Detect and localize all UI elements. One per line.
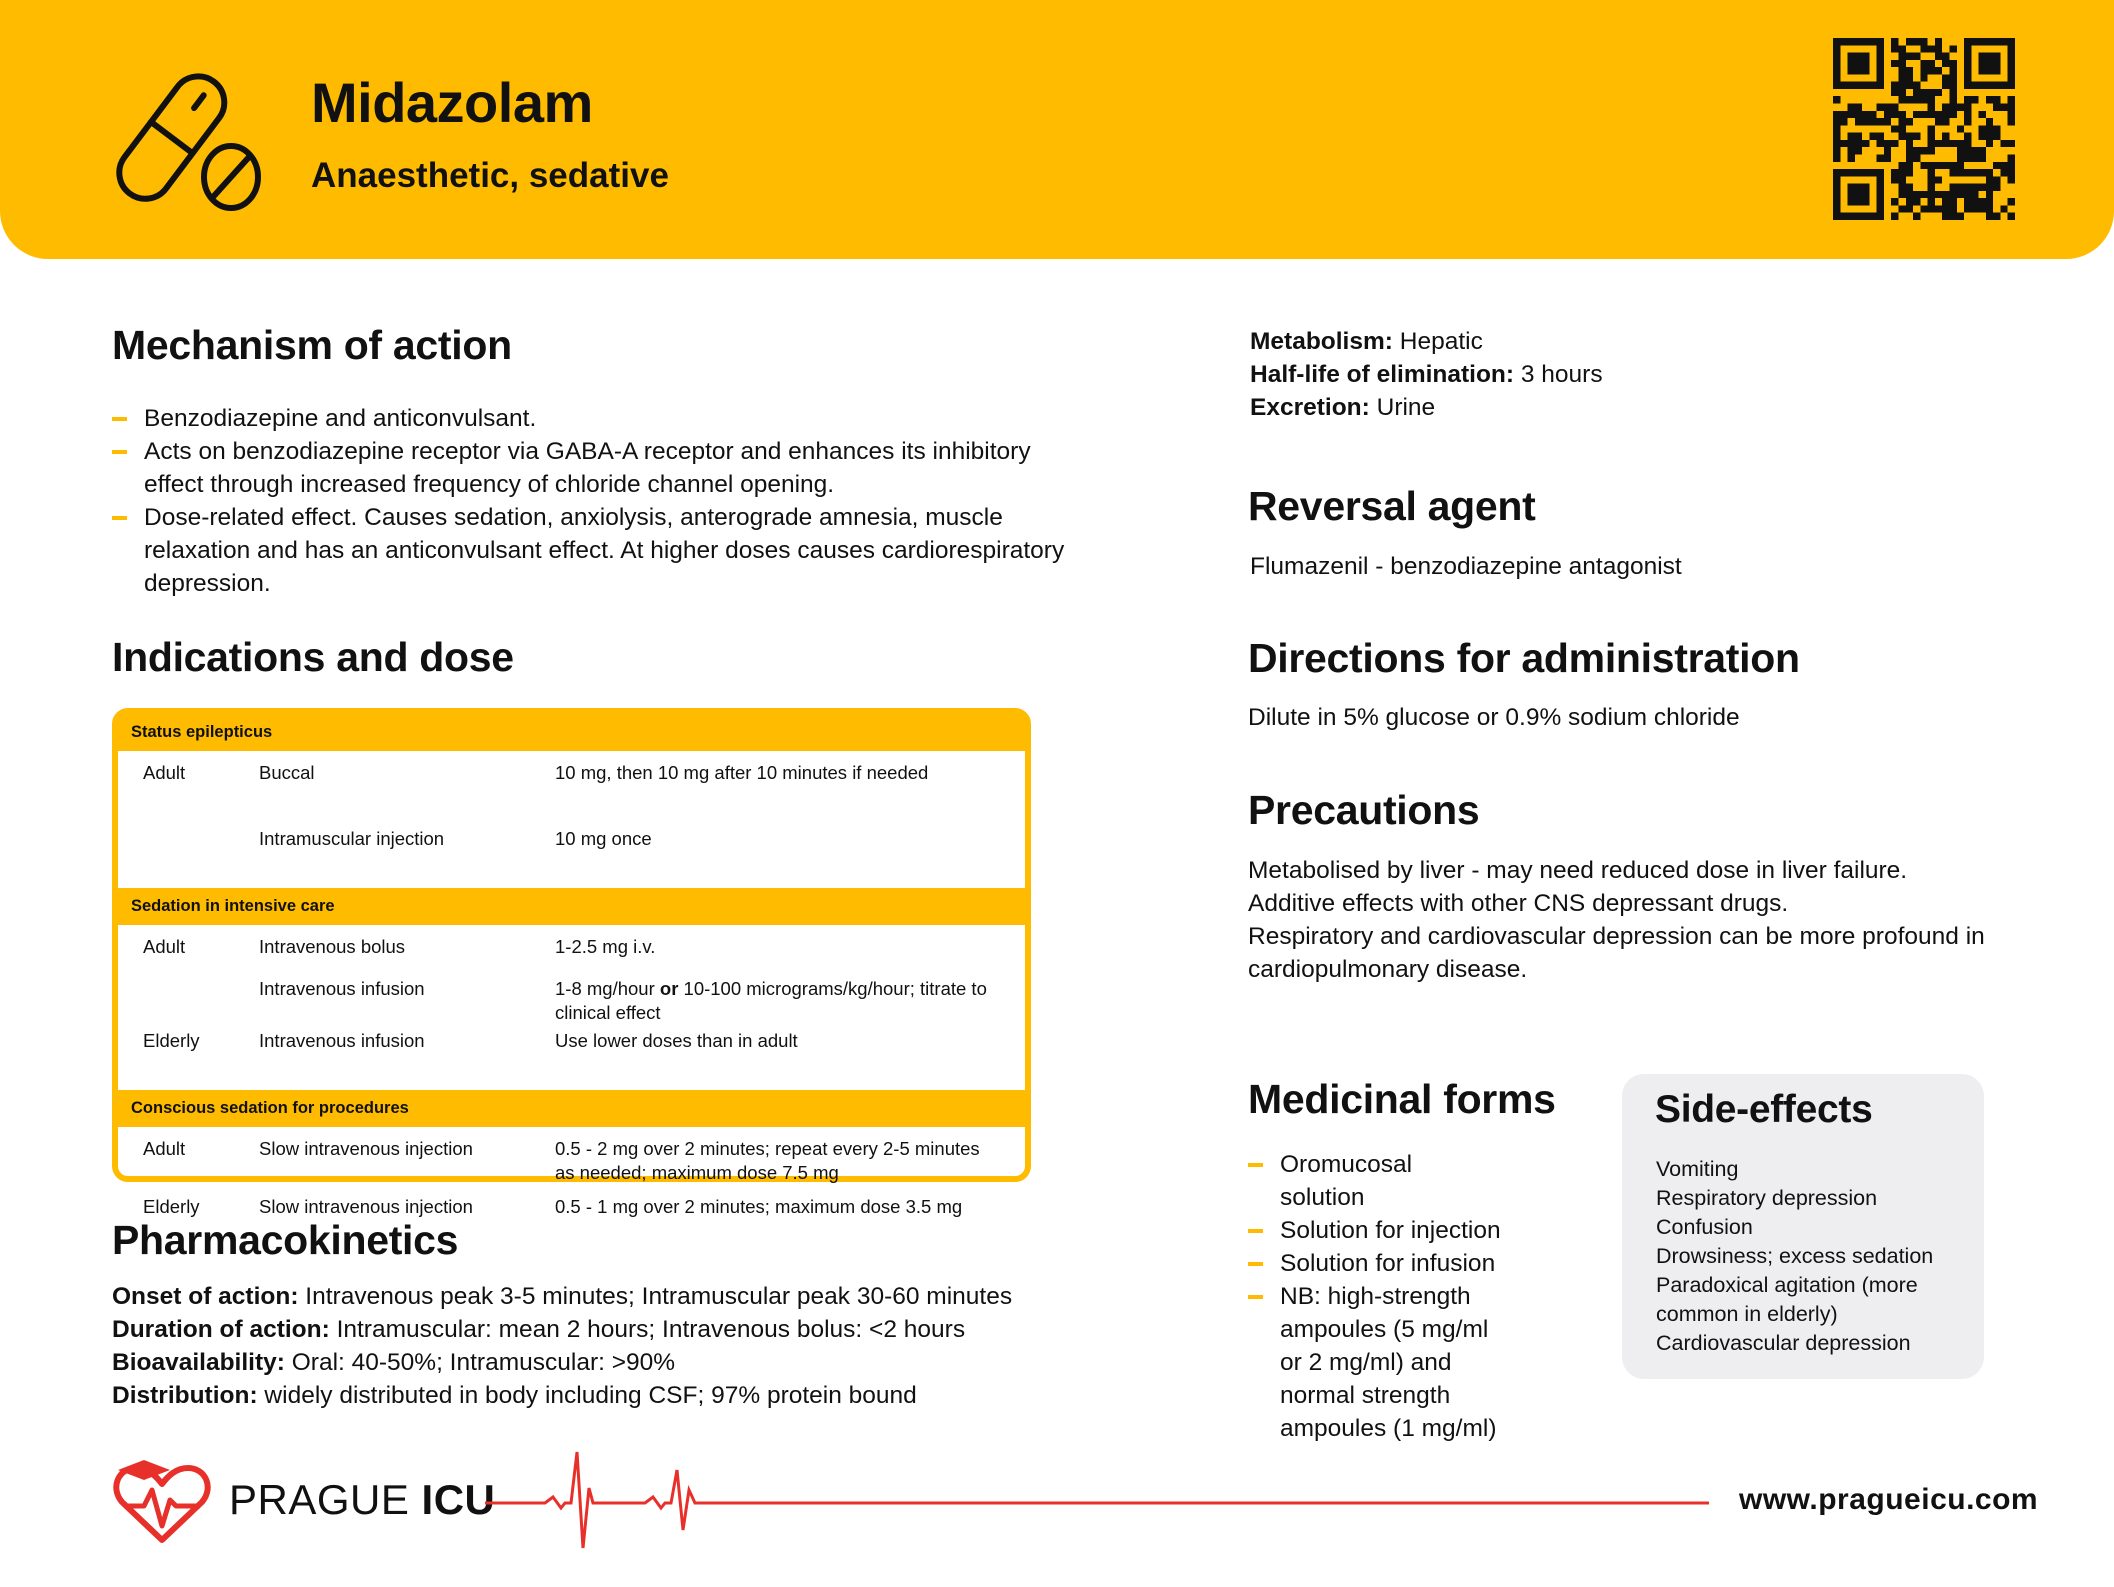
patient-group: Adult — [143, 762, 186, 783]
dose: 1-8 mg/hour or 10-100 micrograms/kg/hour; titrate to clinical effect — [555, 978, 987, 1023]
list-item: Paradoxical agitation (more common in elderly) — [1656, 1273, 1918, 1326]
dose: 0.5 - 1 mg over 2 minutes; maximum dose 3.5 mg — [555, 1196, 963, 1217]
route: Intravenous infusion — [259, 1030, 425, 1051]
route: Slow intravenous injection — [259, 1196, 473, 1217]
list-item: NB: high-strength ampoules (5 mg/ml or 2 mg/ml) and normal strength ampoules (1 mg/ml) — [1248, 1280, 1503, 1445]
pk-bioavailability: Bioavailability: Oral: 40-50%; Intramuscular: >90% — [112, 1349, 676, 1376]
table-section-header: Sedation in intensive care — [118, 888, 1025, 925]
pharmacokinetics-heading: Pharmacokinetics — [112, 1217, 459, 1263]
metabolism-info — [1250, 325, 2050, 424]
directions-heading: Directions for administration — [1248, 635, 1800, 681]
drug-title: Midazolam — [311, 71, 593, 134]
side-effects-heading: Side-effects — [1655, 1088, 1873, 1131]
reversal-heading: Reversal agent — [1248, 483, 1536, 529]
precautions-text — [1248, 854, 2078, 986]
half-life: Half-life of elimination: 3 hours — [1250, 361, 1603, 388]
dose-table — [112, 708, 1031, 1217]
brand-name: PRAGUE ICU — [229, 1476, 496, 1523]
precautions-heading: Precautions — [1248, 787, 1480, 833]
patient-group: Elderly — [143, 1196, 200, 1217]
list-item: Respiratory depression — [1656, 1186, 1878, 1210]
dose: 1-2.5 mg i.v. — [555, 936, 656, 957]
list-item: Dose-related effect. Causes sedation, anxiolysis, anterograde amnesia, muscle relaxation and has an anticonvulsant effect. At higher doses causes cardiorespiratory depression. — [112, 501, 1092, 600]
table-row — [118, 827, 1025, 882]
patient-group: Adult — [143, 1138, 186, 1159]
table-row — [118, 1137, 1025, 1195]
list-item: Benzodiazepine and anticonvulsant. — [112, 402, 1092, 435]
prague-icu-logo-icon — [110, 1460, 215, 1546]
table-row — [118, 761, 1025, 827]
list-item: Solution for injection — [1248, 1214, 1503, 1247]
directions-text: Dilute in 5% glucose or 0.9% sodium chloride — [1248, 704, 1740, 731]
pill-icon — [116, 72, 266, 212]
forms-list — [1248, 1148, 1503, 1445]
indications-heading: Indications and dose — [112, 634, 514, 680]
mechanism-list — [112, 402, 1092, 600]
table-row — [118, 977, 1025, 1029]
dose: 10 mg once — [555, 828, 652, 849]
table-row — [118, 935, 1025, 977]
reversal-text: Flumazenil - benzodiazepine antagonist — [1250, 553, 1682, 580]
metabolism: Metabolism: Hepatic — [1250, 328, 1483, 355]
route: Intravenous infusion — [259, 978, 425, 999]
table-section-header: Conscious sedation for procedures — [118, 1090, 1025, 1127]
list-item: Cardiovascular depression — [1656, 1331, 1911, 1355]
mechanism-heading: Mechanism of action — [112, 322, 512, 368]
list-item: Vomiting — [1656, 1157, 1739, 1181]
route: Intramuscular injection — [259, 828, 445, 849]
pk-onset: Onset of action: Intravenous peak 3-5 minutes; Intramuscular peak 30-60 minutes — [112, 1283, 1013, 1310]
header-banner — [0, 0, 2114, 259]
precaution-line: Metabolised by liver - may need reduced dose in liver failure. — [1248, 857, 1908, 884]
table-section-body — [118, 751, 1025, 888]
route: Slow intravenous injection — [259, 1138, 473, 1159]
qr-code-icon[interactable] — [1833, 38, 2015, 220]
list-item: Drowsiness; excess sedation — [1656, 1244, 1934, 1268]
pharmacokinetics-list — [112, 1280, 1112, 1412]
side-effects-panel — [1622, 1074, 1984, 1379]
list-item: Confusion — [1656, 1215, 1753, 1239]
patient-group: Elderly — [143, 1030, 200, 1051]
patient-group: Adult — [143, 936, 186, 957]
route: Buccal — [259, 762, 315, 783]
list-item: Solution for infusion — [1248, 1247, 1503, 1280]
pk-distribution: Distribution: widely distributed in body including CSF; 97% protein bound — [112, 1382, 917, 1409]
table-section-header: Status epilepticus — [118, 714, 1025, 751]
table-row — [118, 1029, 1025, 1084]
dose: 10 mg, then 10 mg after 10 minutes if needed — [555, 762, 929, 783]
dose: Use lower doses than in adult — [555, 1030, 798, 1051]
route: Intravenous bolus — [259, 936, 406, 957]
precaution-line: Additive effects with other CNS depressant drugs. — [1248, 890, 1789, 917]
list-item: Oromucosal solution — [1248, 1148, 1503, 1214]
website-link[interactable]: www.pragueicu.com — [1739, 1483, 2039, 1516]
table-section-body — [118, 925, 1025, 1090]
forms-heading: Medicinal forms — [1248, 1076, 1556, 1122]
side-effects-list — [1656, 1155, 1984, 1358]
ecg-line-icon — [485, 1450, 1711, 1552]
pk-duration: Duration of action: Intramuscular: mean 2 hours; Intravenous bolus: <2 hours — [112, 1316, 966, 1343]
dose: 0.5 - 2 mg over 2 minutes; repeat every 2-5 minutes as needed; maximum dose 7.5 mg — [555, 1138, 980, 1183]
precaution-line: Respiratory and cardiovascular depression can be more profound in cardiopulmonary disease. — [1248, 923, 1985, 983]
excretion: Excretion: Urine — [1250, 394, 1436, 421]
drug-class: Anaesthetic, sedative — [311, 156, 669, 195]
list-item: Acts on benzodiazepine receptor via GABA-A receptor and enhances its inhibitory effect through increased frequency of chloride channel opening. — [112, 435, 1092, 501]
